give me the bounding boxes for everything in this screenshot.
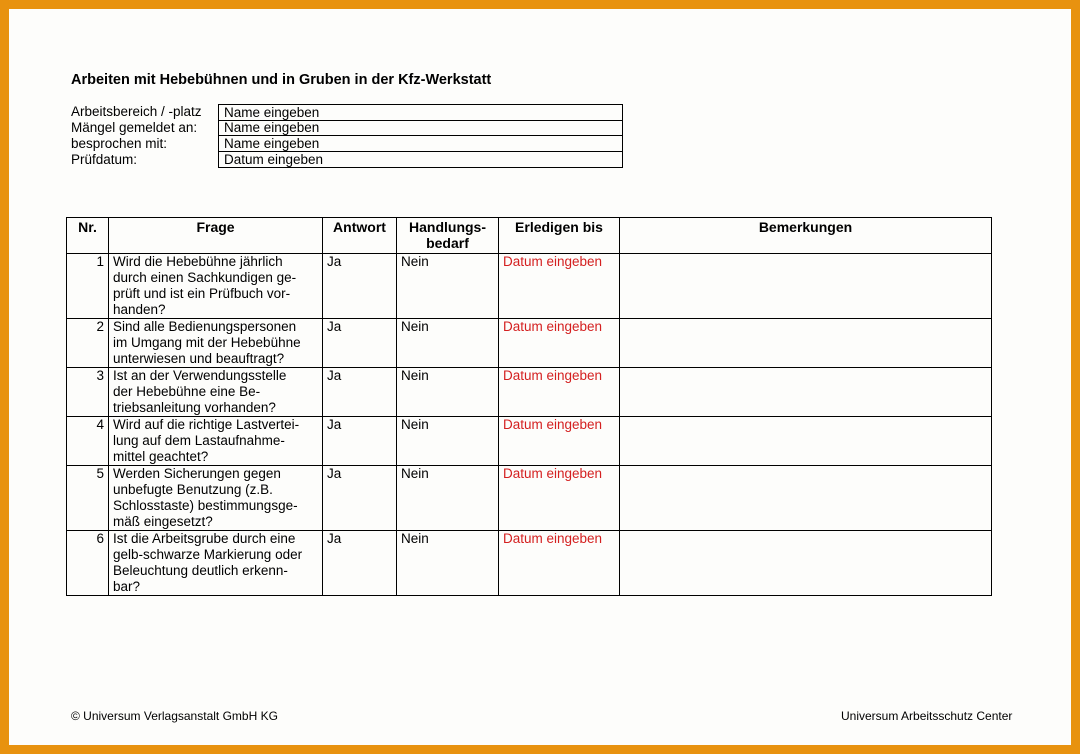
row-answer[interactable]: Ja [323,531,397,596]
question-line: Ist an der Verwendungsstelle [113,368,287,383]
header-antwort: Antwort [323,218,397,254]
discussed-field[interactable]: Name eingeben [218,136,623,152]
row-number: 3 [67,368,109,417]
row-due-date[interactable]: Datum eingeben [499,368,620,417]
footer-publisher: Universum Arbeitsschutz Center [841,709,1013,723]
row-answer[interactable]: Ja [323,417,397,466]
row-number: 4 [67,417,109,466]
question-line: handen? [113,302,166,317]
row-remarks[interactable] [620,319,992,368]
document-page [9,9,1071,745]
question-line: unterwiesen und beauftragt? [113,351,285,366]
row-due-date[interactable]: Datum eingeben [499,466,620,531]
row-action-needed[interactable]: Nein [397,531,499,596]
question-line: triebsanleitung vorhanden? [113,400,276,415]
table-row [67,531,992,596]
question-line: Ist die Arbeitsgrube durch eine [113,531,296,546]
row-action-needed[interactable]: Nein [397,319,499,368]
question-line: gelb-schwarze Markierung oder [113,547,303,562]
row-number: 6 [67,531,109,596]
row-remarks[interactable] [620,466,992,531]
workplace-label: Arbeitsbereich / -platz [71,104,202,119]
defects-field[interactable]: Name eingeben [218,120,623,136]
header-handlungsbedarf-line2: bedarf [426,235,469,251]
row-number: 5 [67,466,109,531]
question-line: Wird die Hebebühne jährlich [113,254,283,269]
row-answer[interactable]: Ja [323,368,397,417]
header-handlungsbedarf-line1: Handlungs- [409,219,486,235]
row-action-needed[interactable]: Nein [397,417,499,466]
question-line: prüft und ist ein Prüfbuch vor- [113,286,291,301]
row-due-date[interactable]: Datum eingeben [499,254,620,319]
discussed-label: besprochen mit: [71,136,168,151]
table-row [67,319,992,368]
question-line: mäß eingesetzt? [113,514,213,529]
question-line: lung auf dem Lastaufnahme- [113,433,285,448]
row-question [109,417,323,466]
question-line: Sind alle Bedienungspersonen [113,319,297,334]
row-remarks[interactable] [620,531,992,596]
header-nr: Nr. [67,218,109,254]
date-label: Prüfdatum: [71,152,138,167]
row-due-date[interactable]: Datum eingeben [499,531,620,596]
question-line: Beleuchtung deutlich erkenn- [113,563,288,578]
header-handlungsbedarf [397,218,499,254]
row-answer[interactable]: Ja [323,466,397,531]
checklist-table [66,217,992,596]
header-frage: Frage [109,218,323,254]
row-question [109,368,323,417]
question-line: Wird auf die richtige Lastvertei- [113,417,300,432]
table-row [67,254,992,319]
question-line: der Hebebühne eine Be- [113,384,261,399]
defects-label: Mängel gemeldet an: [71,120,198,135]
question-line: mittel geachtet? [113,449,209,464]
row-answer[interactable]: Ja [323,254,397,319]
row-remarks[interactable] [620,254,992,319]
row-action-needed[interactable]: Nein [397,368,499,417]
question-line: durch einen Sachkundigen ge- [113,270,297,285]
row-action-needed[interactable]: Nein [397,466,499,531]
question-line: unbefugte Benutzung (z.B. [113,482,273,497]
header-erledigen: Erledigen bis [499,218,620,254]
table-row [67,466,992,531]
question-line: im Umgang mit der Hebebühne [113,335,301,350]
row-remarks[interactable] [620,417,992,466]
row-question [109,531,323,596]
question-line: Schlosstaste) bestimmungsge- [113,498,298,513]
question-line: bar? [113,579,141,594]
date-field[interactable]: Datum eingeben [218,152,623,168]
footer-copyright: © Universum Verlagsanstalt GmbH KG [71,709,278,723]
row-remarks[interactable] [620,368,992,417]
header-bemerkungen: Bemerkungen [620,218,992,254]
table-row [67,368,992,417]
table-header-row [67,218,992,254]
row-due-date[interactable]: Datum eingeben [499,417,620,466]
row-answer[interactable]: Ja [323,319,397,368]
row-action-needed[interactable]: Nein [397,254,499,319]
table-row [67,417,992,466]
document-title: Arbeiten mit Hebebühnen und in Gruben in der Kfz-Werkstatt [71,72,492,88]
row-due-date[interactable]: Datum eingeben [499,319,620,368]
row-question [109,319,323,368]
row-question [109,254,323,319]
question-line: Werden Sicherungen gegen [113,466,281,481]
workplace-field[interactable]: Name eingeben [218,104,623,121]
row-number: 1 [67,254,109,319]
row-question [109,466,323,531]
row-number: 2 [67,319,109,368]
